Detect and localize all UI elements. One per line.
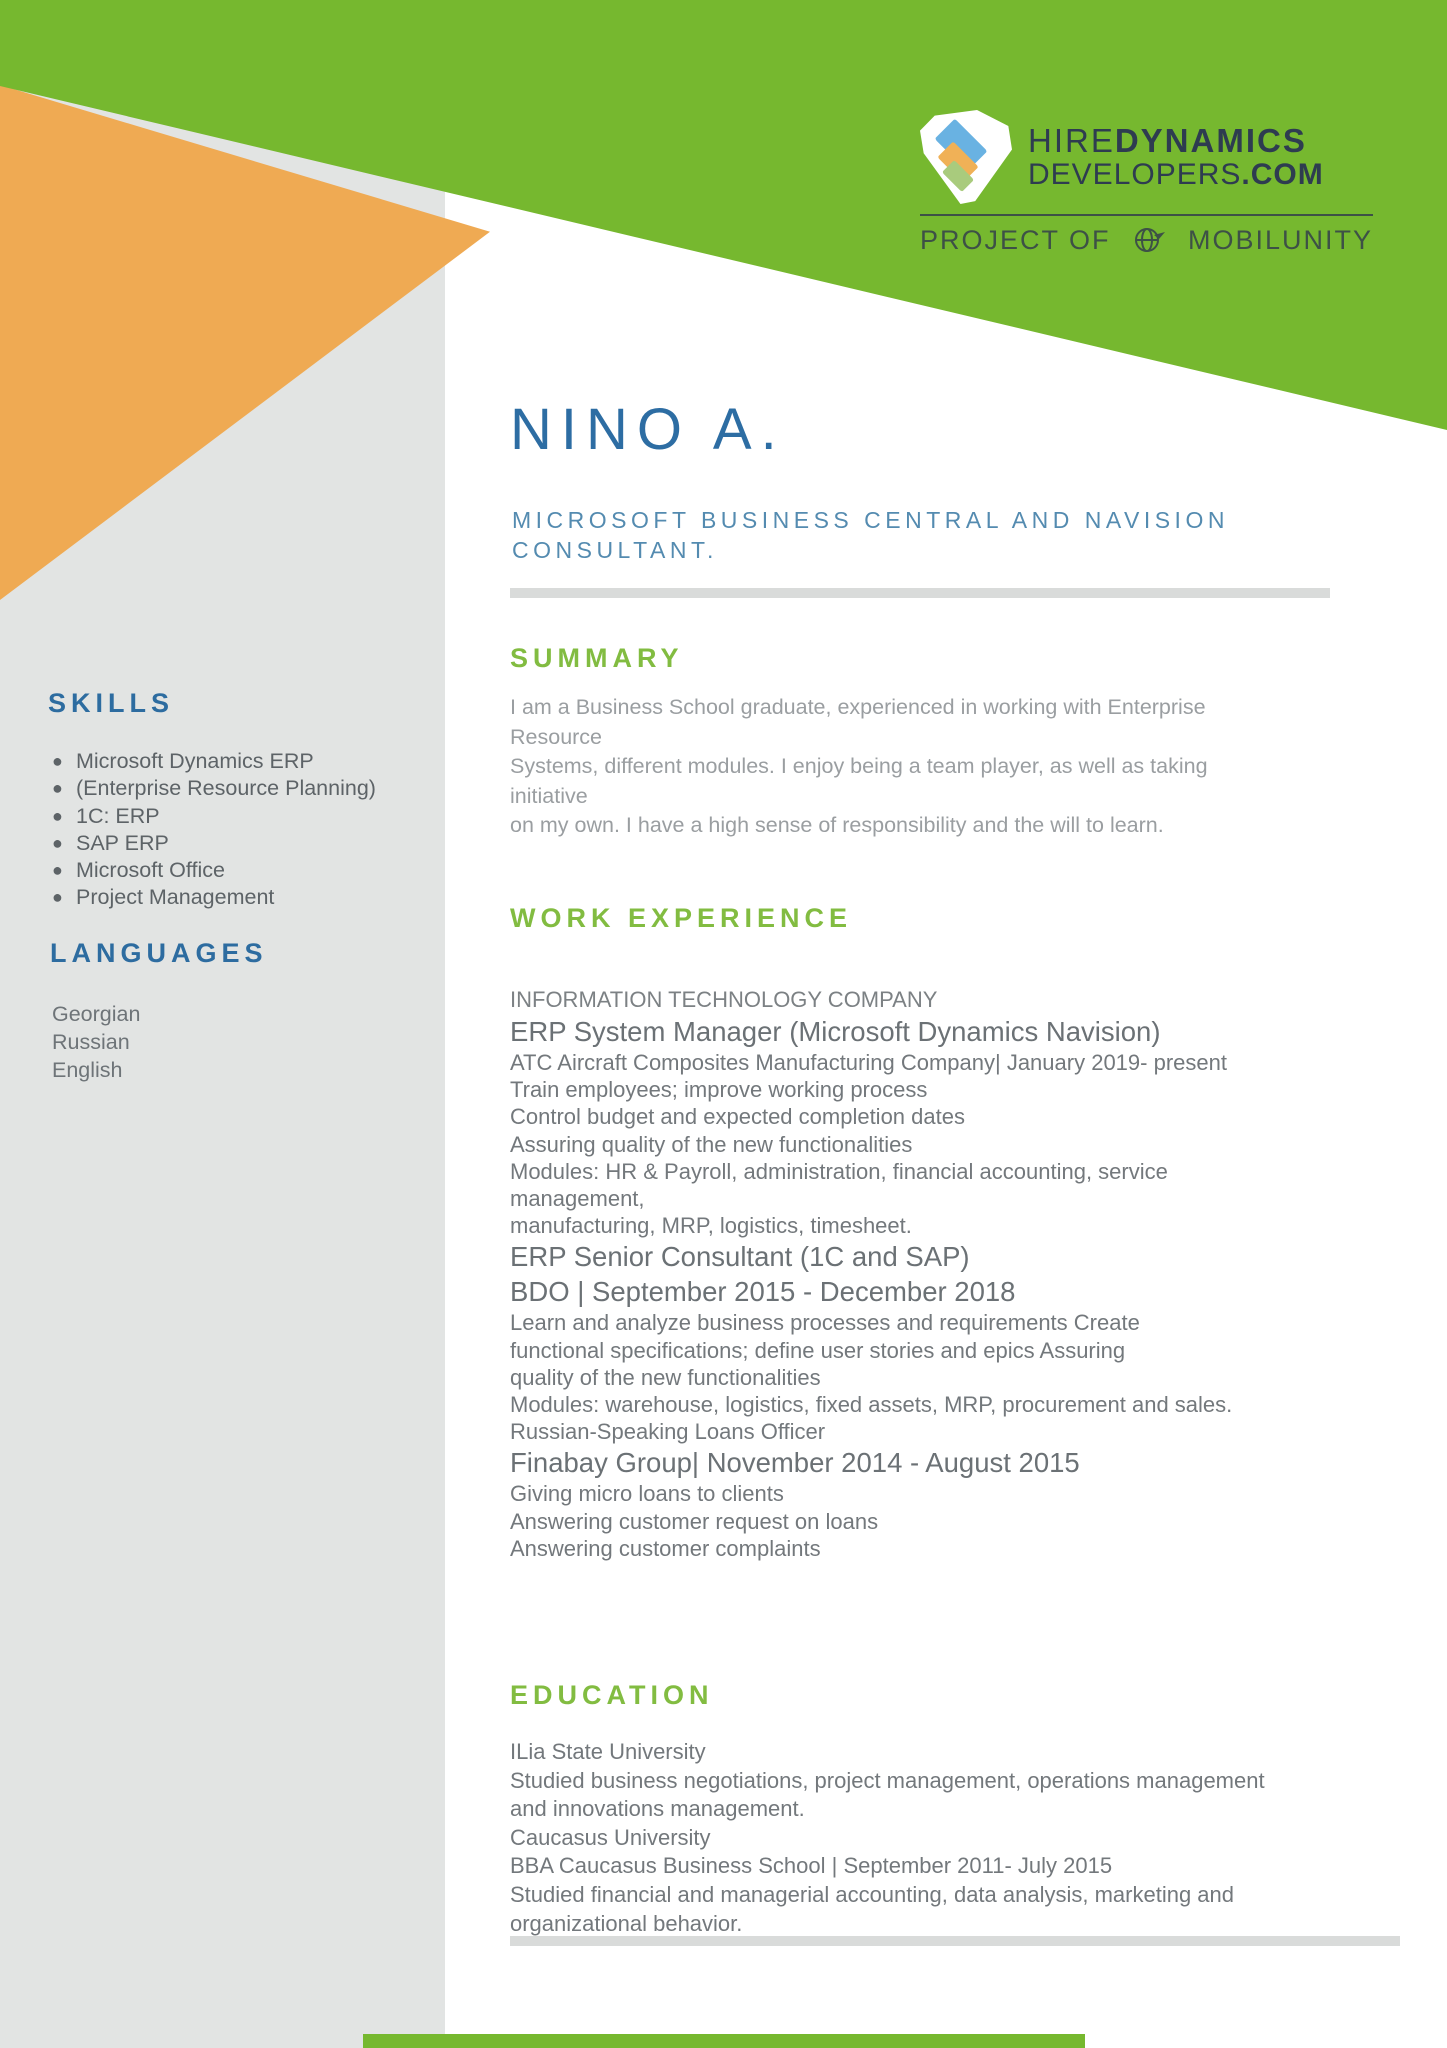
bullet-icon: ●: [52, 887, 63, 908]
summary-heading: SUMMARY: [510, 643, 684, 673]
logo-wordmark: [1028, 123, 1324, 191]
candidate-title-line-2: CONSULTANT.: [512, 537, 718, 563]
work-experience-line: Modules: HR & Payroll, administration, financial accounting, service: [510, 1158, 1168, 1184]
bullet-icon: ●: [52, 751, 63, 771]
candidate-name: NINO A.: [510, 397, 786, 462]
skills-heading: SKILLS: [48, 688, 175, 718]
skill-list-item: [52, 775, 412, 802]
skill-label: Microsoft Dynamics ERP: [76, 749, 314, 773]
language-list-item: Russian: [52, 1030, 130, 1054]
candidate-title: [512, 505, 1229, 565]
work-experience-line: Train employees; improve working process: [510, 1077, 928, 1103]
skill-label: 1C: ERP: [76, 803, 160, 828]
candidate-title-line-1: MICROSOFT BUSINESS CENTRAL AND NAVISION: [512, 507, 1229, 533]
education-line: Caucasus University: [510, 1824, 711, 1850]
work-experience-line: Russian-Speaking Loans Officer: [510, 1419, 826, 1445]
summary-line: Resource: [510, 724, 603, 749]
logo: [920, 110, 1375, 257]
work-experience-line: functional specifications; define user stories and epics Assuring: [510, 1337, 1126, 1363]
summary-line: initiative: [510, 783, 588, 808]
work-experience-entries: [510, 986, 1440, 1562]
work-experience-line: ERP System Manager (Microsoft Dynamics Navision): [510, 1016, 1161, 1047]
skill-label: Project Management: [76, 885, 275, 910]
work-experience-line: management,: [510, 1186, 645, 1212]
language-list-item: English: [52, 1058, 123, 1082]
skills-list: [52, 748, 412, 912]
summary-line: I am a Business School graduate, experienced in working with Enterprise: [510, 695, 1206, 719]
education-line: organizational behavior.: [510, 1910, 743, 1936]
education-line: BBA Caucasus Business School | September 2011- July 2015: [510, 1853, 1113, 1879]
summary-line: Systems, different modules. I enjoy being a team player, as well as taking: [510, 754, 1208, 778]
footer-accent-bar: [363, 2034, 1085, 2048]
work-experience-line: Control budget and expected completion dates: [510, 1104, 965, 1130]
education-heading: EDUCATION: [510, 1680, 714, 1710]
work-experience-line: INFORMATION TECHNOLOGY COMPANY: [510, 987, 938, 1012]
skill-list-item: [52, 884, 412, 911]
skill-list-item: [52, 803, 412, 830]
languages-list: [52, 1000, 372, 1084]
skill-list-item: [52, 857, 412, 884]
work-experience-line: Modules: warehouse, logistics, fixed assets, MRP, procurement and sales.: [510, 1392, 1233, 1418]
skill-label: SAP ERP: [76, 830, 169, 855]
work-experience-line: Answering customer complaints: [510, 1535, 821, 1561]
work-experience-line: BDO | September 2015 - December 2018: [510, 1276, 1016, 1308]
work-experience-line: ERP Senior Consultant (1C and SAP): [510, 1241, 970, 1273]
work-experience-line: Answering customer request on loans: [510, 1508, 879, 1534]
education-divider-bar: [510, 1936, 1400, 1946]
work-experience-line: Giving micro loans to clients: [510, 1481, 784, 1507]
education-line: Studied business negotiations, project management, operations management: [510, 1767, 1265, 1793]
logo-line-1: HIREDYNAMICS: [1028, 121, 1307, 159]
globe-icon: [1132, 223, 1166, 257]
work-experience-line: manufacturing, MRP, logistics, timesheet.: [510, 1213, 912, 1239]
education-line: ILia State University: [510, 1739, 706, 1764]
tagline-prefix: PROJECT OF: [920, 224, 1111, 255]
logo-divider-line: [920, 214, 1373, 216]
skill-label: Microsoft Office: [76, 858, 225, 883]
education-line: Studied financial and managerial accounting, data analysis, marketing and: [510, 1881, 1235, 1907]
languages-heading: LANGUAGES: [50, 938, 268, 968]
bullet-icon: ●: [52, 778, 63, 799]
bullet-icon: ●: [52, 832, 63, 853]
work-experience-heading: WORK EXPERIENCE: [510, 903, 853, 933]
logo-line-2: DEVELOPERS.COM: [1028, 157, 1324, 191]
logo-row: [920, 110, 1375, 204]
header-divider-bar: [510, 588, 1330, 598]
education-text: [510, 1738, 1447, 1938]
summary-text: [510, 693, 1420, 841]
language-list-item: Georgian: [52, 1002, 141, 1026]
work-experience-line: Assuring quality of the new functionalities: [510, 1131, 913, 1157]
skill-list-item: [52, 748, 412, 775]
tagline-brand: MOBILUNITY: [1187, 224, 1373, 255]
skill-label: (Enterprise Resource Planning): [76, 776, 376, 801]
summary-line: on my own. I have a high sense of responsibility and the will to learn.: [510, 813, 1164, 837]
skill-list-item: [52, 830, 412, 857]
bullet-icon: ●: [52, 805, 63, 826]
bullet-icon: ●: [52, 860, 63, 881]
work-experience-line: Finabay Group| November 2014 - August 2015: [510, 1447, 1080, 1479]
education-line: and innovations management.: [510, 1796, 805, 1822]
work-experience-line: ATC Aircraft Composites Manufacturing Company| January 2019- present: [510, 1050, 1227, 1075]
logo-tagline: [920, 223, 1373, 257]
hiredynamics-logo-icon: [920, 110, 1012, 204]
work-experience-line: quality of the new functionalities: [510, 1364, 821, 1390]
work-experience-line: Learn and analyze business processes and requirements Create: [510, 1310, 1140, 1336]
